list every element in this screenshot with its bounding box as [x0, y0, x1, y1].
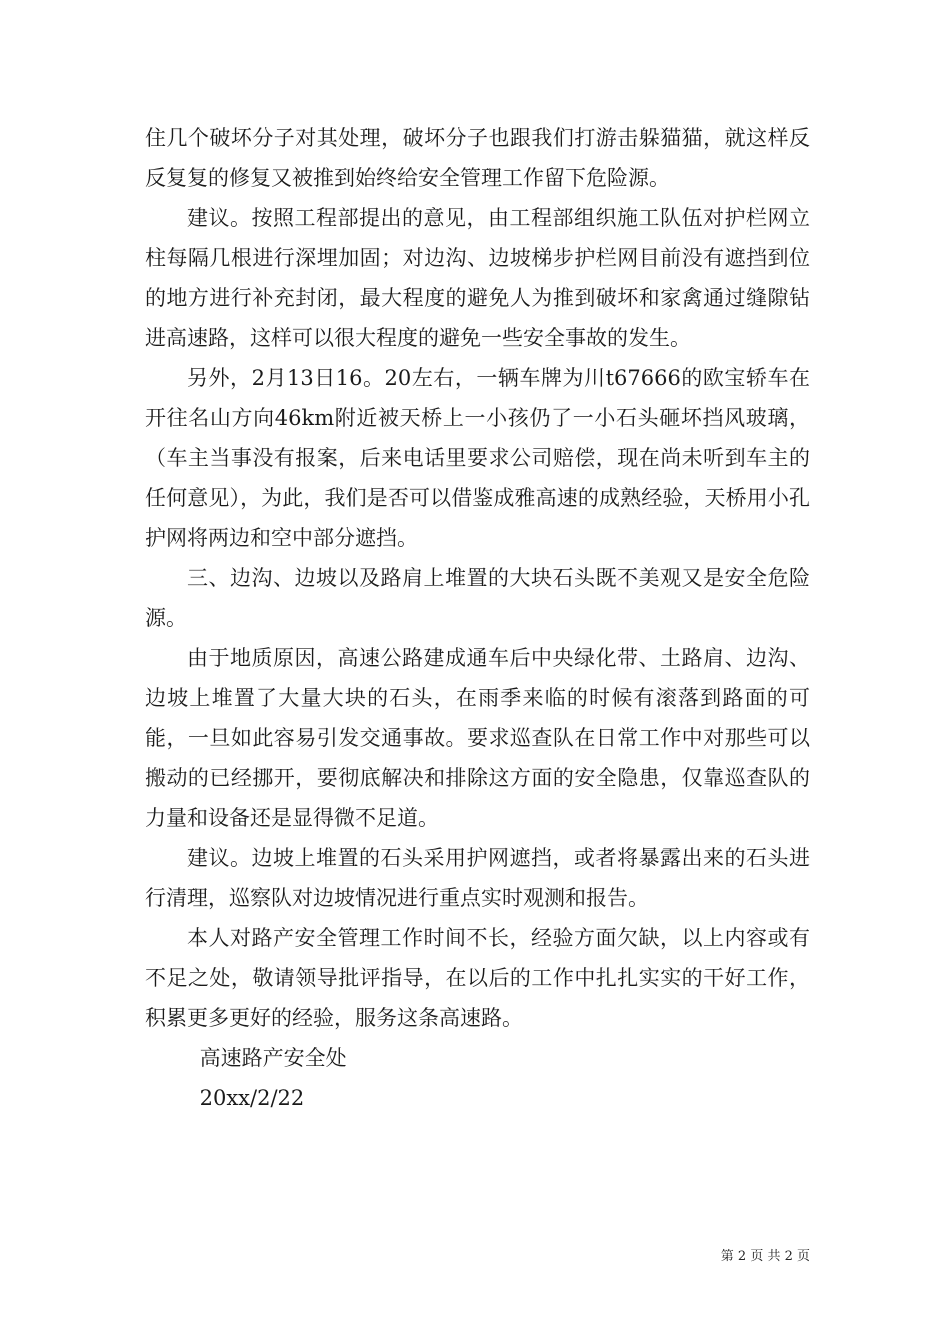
paragraph-3: 另外，2月13日16。20左右，一辆车牌为川t67666的欧宝轿车在开往名山方向46km附近被天桥上一小孩仍了一小石头砸坏挡风玻璃，（车主当事没有报案，后来电话里要求公司赔偿，现在尚未听到车主的任何意见），为此，我们是否可以借鉴成雅高速的成熟经验，天桥用小孔护网将两边和空中部分遮挡。 — [145, 366, 810, 550]
paragraph-6: 建议。边坡上堆置的石头采用护网遮挡，或者将暴露出来的石头进行清理，巡察队对边坡情况进行重点实时观测和报告。 — [145, 846, 810, 910]
document-body — [145, 118, 810, 1118]
paragraph-4: 三、边沟、边坡以及路肩上堆置的大块石头既不美观又是安全危险源。 — [145, 566, 810, 630]
paragraph-7: 本人对路产安全管理工作时间不长，经验方面欠缺，以上内容或有不足之处，敬请领导批评指导，在以后的工作中扎扎实实的干好工作，积累更多更好的经验，服务这条高速路。 — [145, 926, 810, 1030]
paragraph-5: 由于地质原因，高速公路建成通车后中央绿化带、土路肩、边沟、边坡上堆置了大量大块的石头，在雨季来临的时候有滚落到路面的可能，一旦如此容易引发交通事故。要求巡查队在日常工作中对那些可以搬动的已经挪开，要彻底解决和排除这方面的安全隐患，仅靠巡查队的力量和设备还是显得微不足道。 — [145, 646, 810, 830]
paragraph-1: 住几个破坏分子对其处理，破坏分子也跟我们打游击躲猫猫，就这样反反复复的修复又被推到始终给安全管理工作留下危险源。 — [145, 126, 810, 190]
signature-date: 20xx/2/22 — [199, 1086, 305, 1110]
page-number-footer: 第 2 页 共 2 页 — [720, 1249, 810, 1264]
paragraph-2: 建议。按照工程部提出的意见，由工程部组织施工队伍对护栏网立柱每隔几根进行深埋加固；对边沟、边坡梯步护栏网目前没有遮挡到位的地方进行补充封闭，最大程度的避免人为推到破坏和家禽通过缝隙钻进高速路，这样可以很大程度的避免一些安全事故的发生。 — [145, 206, 810, 350]
signature-organization: 高速路产安全处 — [199, 1046, 347, 1070]
